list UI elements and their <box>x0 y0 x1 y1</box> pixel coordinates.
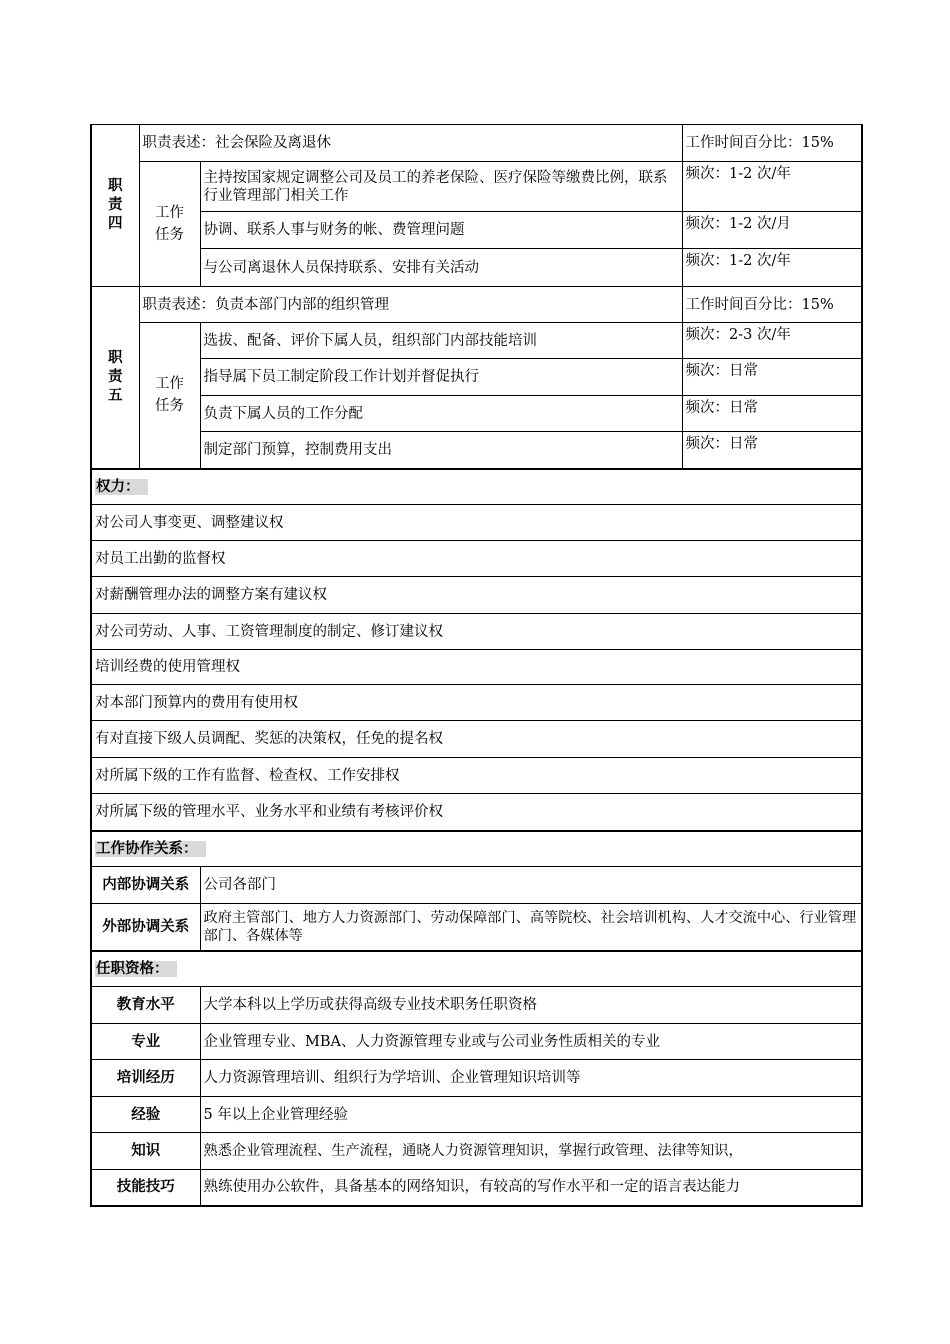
duty5-task-row <box>91 323 862 359</box>
duty4-task-row <box>91 249 862 287</box>
authority-item: 对公司劳动、人事、工资管理制度的制定、修订建议权 <box>91 614 862 650</box>
cooperation-title-cell <box>91 831 862 867</box>
qualification-label: 培训经历 <box>91 1060 200 1097</box>
qualification-value: 人力资源管理培训、组织行为学培训、企业管理知识培训等 <box>200 1060 862 1097</box>
authority-title-cell <box>91 469 862 505</box>
duty5-time-percent: 工作时间百分比：15% <box>682 287 862 323</box>
authority-item: 对员工出勤的监督权 <box>91 541 862 577</box>
authority-row <box>91 541 862 577</box>
duty5-task-freq: 频次：日常 <box>682 396 862 432</box>
qualification-row <box>91 987 862 1024</box>
qualification-row <box>91 1170 862 1206</box>
authority-row <box>91 577 862 614</box>
qualification-row <box>91 1060 862 1097</box>
qualification-value: 大学本科以上学历或获得高级专业技术职务任职资格 <box>200 987 862 1024</box>
internal-coordination-label: 内部协调关系 <box>91 867 200 904</box>
duty5-task-text: 指导属下员工制定阶段工作计划并督促执行 <box>200 359 682 396</box>
duty5-description: 职责表述：负责本部门内部的组织管理 <box>139 287 682 323</box>
duty5-description-row <box>91 287 862 323</box>
qualification-label: 专业 <box>91 1024 200 1060</box>
authority-title-row <box>91 469 862 505</box>
duty4-label: 职 责 四 <box>91 125 139 287</box>
duty4-task-label: 工作 任务 <box>139 162 200 287</box>
qualification-value: 熟练使用办公软件，具备基本的网络知识，有较高的写作水平和一定的语言表达能力 <box>200 1170 862 1206</box>
job-description-table <box>90 124 863 1207</box>
external-coordination-value: 政府主管部门、地方人力资源部门、劳动保障部门、高等院校、社会培训机构、人才交流中心、行业管理部门、各媒体等 <box>200 904 862 951</box>
authority-item: 对所属下级的工作有监督、检查权、工作安排权 <box>91 758 862 794</box>
internal-coordination-row <box>91 867 862 904</box>
duty5-task-row <box>91 359 862 396</box>
duty4-task-freq: 频次：1-2 次/年 <box>682 162 862 212</box>
qualification-value: 熟悉企业管理流程、生产流程，通晓人力资源管理知识，掌握行政管理、法律等知识， <box>200 1133 862 1170</box>
authority-row <box>91 650 862 685</box>
duty4-task-text: 与公司离退休人员保持联系、安排有关活动 <box>200 249 682 287</box>
authority-item: 培训经费的使用管理权 <box>91 650 862 685</box>
duty5-task-freq: 频次：2-3 次/年 <box>682 323 862 359</box>
job-description-page <box>90 124 861 1207</box>
authority-row <box>91 614 862 650</box>
duty5-task-text: 制定部门预算，控制费用支出 <box>200 432 682 469</box>
authority-item: 对薪酬管理办法的调整方案有建议权 <box>91 577 862 614</box>
qualifications-title-cell <box>91 951 862 987</box>
duty5-task-text: 负责下属人员的工作分配 <box>200 396 682 432</box>
duty4-time-percent: 工作时间百分比：15% <box>682 125 862 162</box>
duty4-description: 职责表述：社会保险及离退休 <box>139 125 682 162</box>
duty4-task-freq: 频次：1-2 次/年 <box>682 249 862 287</box>
authority-row <box>91 685 862 721</box>
external-coordination-label: 外部协调关系 <box>91 904 200 951</box>
qualifications-title: 任职资格： <box>95 961 177 977</box>
qualification-row <box>91 1097 862 1133</box>
duty4-description-row <box>91 125 862 162</box>
qualification-value: 5 年以上企业管理经验 <box>200 1097 862 1133</box>
authority-row <box>91 721 862 758</box>
cooperation-title: 工作协作关系： <box>95 841 206 857</box>
authority-row <box>91 794 862 831</box>
duty4-task-text: 主持按国家规定调整公司及员工的养老保险、医疗保险等缴费比例，联系行业管理部门相关工作 <box>200 162 682 212</box>
authority-item: 有对直接下级人员调配、奖惩的决策权，任免的提名权 <box>91 721 862 758</box>
duty5-task-freq: 频次：日常 <box>682 432 862 469</box>
duty5-task-text: 选拔、配备、评价下属人员，组织部门内部技能培训 <box>200 323 682 359</box>
authority-item: 对所属下级的管理水平、业务水平和业绩有考核评价权 <box>91 794 862 831</box>
cooperation-title-row <box>91 831 862 867</box>
qualification-label: 教育水平 <box>91 987 200 1024</box>
authority-item: 对公司人事变更、调整建议权 <box>91 505 862 541</box>
authority-row <box>91 505 862 541</box>
duty4-task-row <box>91 212 862 249</box>
duty5-task-row <box>91 432 862 469</box>
qualification-label: 技能技巧 <box>91 1170 200 1206</box>
qualification-row <box>91 1133 862 1170</box>
duty4-task-freq: 频次：1-2 次/月 <box>682 212 862 249</box>
external-coordination-row <box>91 904 862 951</box>
duty5-task-row <box>91 396 862 432</box>
duty4-task-row <box>91 162 862 212</box>
qualification-row <box>91 1024 862 1060</box>
qualification-label: 经验 <box>91 1097 200 1133</box>
qualification-value: 企业管理专业、MBA、人力资源管理专业或与公司业务性质相关的专业 <box>200 1024 862 1060</box>
duty5-task-label: 工作 任务 <box>139 323 200 469</box>
qualifications-title-row <box>91 951 862 987</box>
internal-coordination-value: 公司各部门 <box>200 867 862 904</box>
authority-title: 权力： <box>95 479 148 495</box>
qualification-label: 知识 <box>91 1133 200 1170</box>
duty5-task-freq: 频次：日常 <box>682 359 862 396</box>
duty4-task-text: 协调、联系人事与财务的帐、费管理问题 <box>200 212 682 249</box>
duty5-label: 职 责 五 <box>91 287 139 469</box>
authority-item: 对本部门预算内的费用有使用权 <box>91 685 862 721</box>
authority-row <box>91 758 862 794</box>
